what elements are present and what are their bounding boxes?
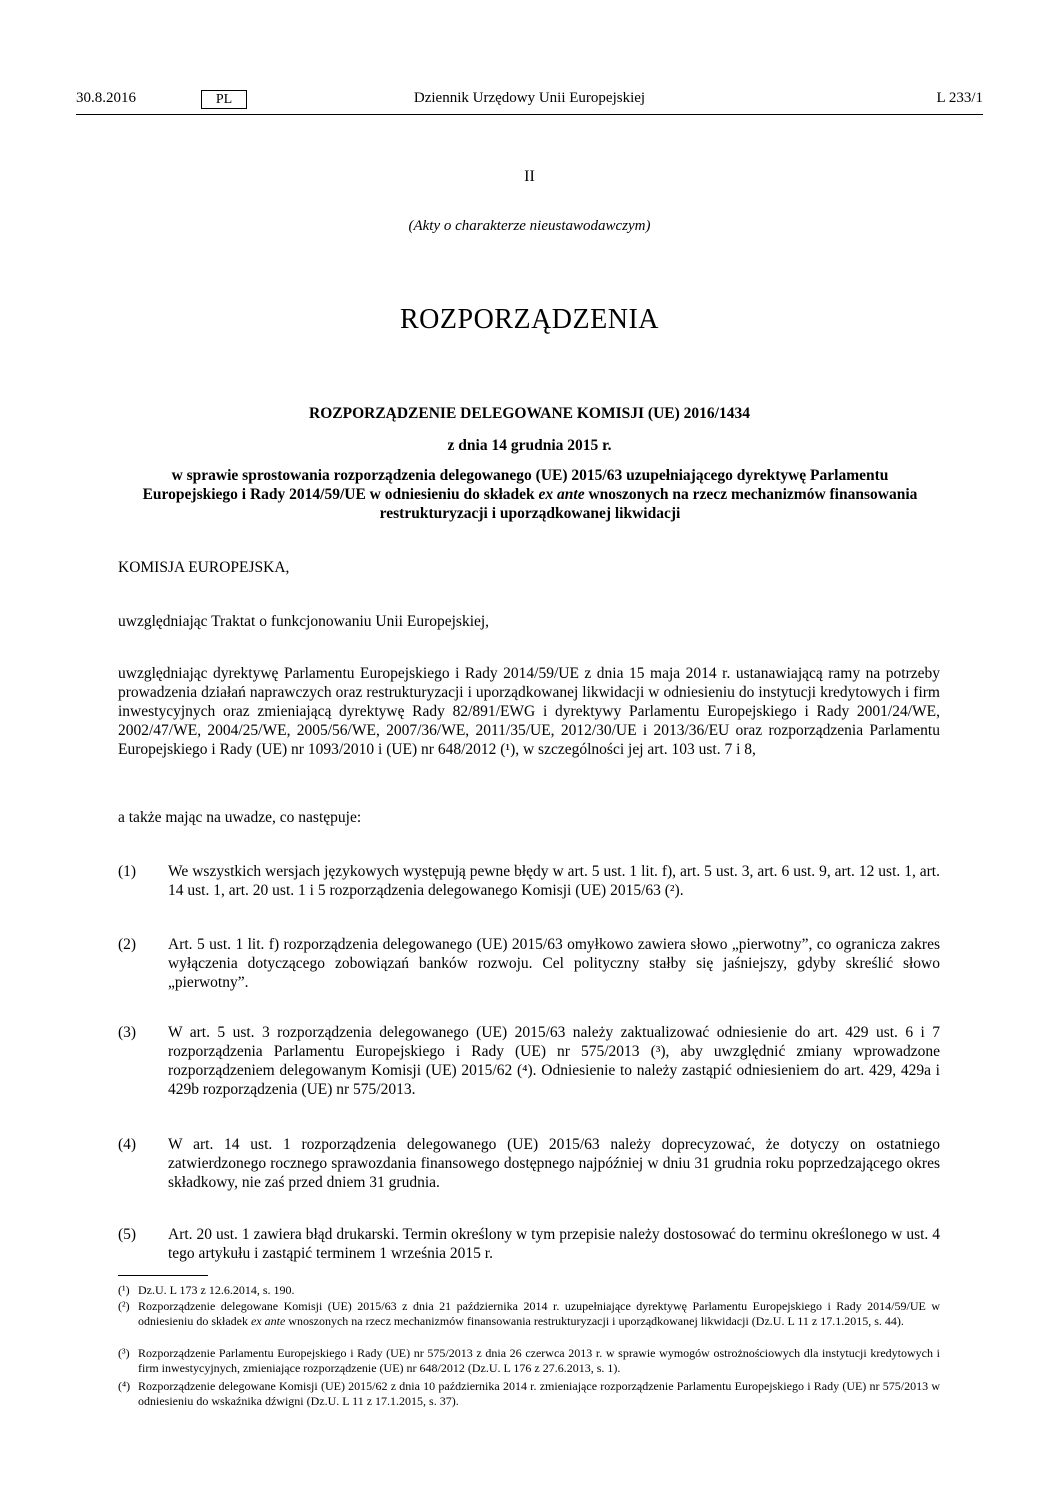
language-badge: PL <box>201 90 247 109</box>
regulation-subject <box>140 466 920 523</box>
footnote-text-a: Rozporządzenie delegowane Komisji (UE) 2015/63 z dnia 21 października 2014 r. uzupełniające dyrektywę Parlamentu Europejskiego i Rady 2014/59/UE w odniesieniu do składek <box>138 1299 940 1328</box>
regulation-subject-part2: wnoszonych na rzecz mechanizmów finansowania restrukturyzacji i uporządkowanej likwidacji <box>379 486 918 522</box>
recital-number: (1) <box>118 863 137 880</box>
commission-line: KOMISJA EUROPEJSKA, <box>118 559 290 576</box>
recital-text: Art. 5 ust. 1 lit. f) rozporządzenia delegowanego (UE) 2015/63 omyłkowo zawiera słowo „pierwotny”, co ogranicza zakres wyłączenia dotyczącego zobowiązań banków rozwoju. Cel polityczny stałby się jaśniejszy, gdyby skreślić słowo „pierwotny”. <box>168 936 940 991</box>
citation-treaty: uwzględniając Traktat o funkcjonowaniu Unii Europejskiej, <box>118 613 490 630</box>
recital-text: W art. 14 ust. 1 rozporządzenia delegowanego (UE) 2015/63 należy doprecyzować, że dotyczy on ostatniego zatwierdzonego rocznego sprawozdania finansowego dostępnego najpóźniej w dniu 31 grudnia roku poprzedzającego okres składkowy, nie zaś przed dniem 31 grudnia. <box>168 1136 940 1191</box>
header-divider <box>76 114 983 115</box>
regulation-title: ROZPORZĄDZENIE DELEGOWANE KOMISJI (UE) 2016/1434 <box>309 405 750 422</box>
footnote-number: (⁴) <box>118 1379 131 1393</box>
footnote-divider <box>118 1275 208 1276</box>
section-numeral: II <box>524 168 535 185</box>
footnote-number: (²) <box>118 1299 130 1313</box>
regulation-date: z dnia 14 grudnia 2015 r. <box>447 437 612 454</box>
recital-number: (5) <box>118 1226 137 1243</box>
footnote-text-b: wnoszonych na rzecz mechanizmów finansowania restrukturyzacji i uporządkowanej likwidacji (Dz.U. L 11 z 17.1.2015, s. 44). <box>285 1314 904 1328</box>
footnote-text: Dz.U. L 173 z 12.6.2014, s. 190. <box>138 1283 295 1297</box>
footnote-number: (³) <box>118 1346 130 1360</box>
recital-text: We wszystkich wersjach językowych występują pewne błędy w art. 5 ust. 1 lit. f), art. 5 ust. 3, art. 6 ust. 9, art. 12 ust. 1, art. 14 ust. 1, art. 20 ust. 1 i 5 rozporządzenia delegowanego Komisji (UE) 2015/63 (²). <box>168 863 940 899</box>
journal-title: Dziennik Urzędowy Unii Europejskiej <box>413 90 646 106</box>
recital-text: W art. 5 ust. 3 rozporządzenia delegowanego (UE) 2015/63 należy zaktualizować odniesienie do art. 429 ust. 6 i 7 rozporządzenia Parlamentu Europejskiego i Rady (UE) nr 575/2013 (³), aby uwzględnić zmiany wprowadzone rozporządzeniem delegowanym Komisji (UE) 2015/62 (⁴). Odniesienie to należy zastąpić odniesieniem do art. 429, 429a i 429b rozporządzenia (UE) nr 575/2013. <box>168 1024 940 1098</box>
footnote-text: Rozporządzenie Parlamentu Europejskiego i Rady (UE) nr 575/2013 z dnia 26 czerwca 2013 r. w sprawie wymogów ostrożnościowych dla instytucji kredytowych i firm inwestycyjnych, zmieniające rozporządzenie (UE) nr 648/2012 (Dz.U. L 176 z 27.6.2013, s. 1). <box>138 1346 940 1375</box>
recital-number: (3) <box>118 1024 137 1041</box>
footnote-text-italic: ex ante <box>250 1314 286 1328</box>
footnote-text: Rozporządzenie delegowane Komisji (UE) 2015/62 z dnia 10 października 2014 r. zmieniające rozporządzenie Parlamentu Europejskiego i Rady (UE) nr 575/2013 w odniesieniu do wskaźnika dźwigni (Dz.U. L 11 z 17.1.2015, s. 37). <box>138 1379 940 1408</box>
page-header <box>76 90 983 110</box>
recital-number: (2) <box>118 936 137 953</box>
recital-text: Art. 20 ust. 1 zawiera błąd drukarski. Termin określony w tym przepisie należy dostosować do terminu określonego w ust. 4 tego artykułu i zastąpić terminem 1 września 2015 r. <box>168 1226 940 1262</box>
section-heading: ROZPORZĄDZENIA <box>400 304 659 335</box>
publication-date: 30.8.2016 <box>76 90 136 106</box>
footnote-number: (¹) <box>118 1283 130 1297</box>
regulation-subject-part1: w sprawie sprostowania rozporządzenia delegowanego (UE) 2015/63 uzupełniającego dyrektywę Parlamentu Europejskiego i Rady 2014/59/UE w odniesieniu do składek <box>142 467 889 503</box>
journal-reference: L 233/1 <box>936 90 983 106</box>
regulation-subject-italic: ex ante <box>538 486 585 503</box>
whereas-line: a także mając na uwadze, co następuje: <box>118 809 362 826</box>
recital-number: (4) <box>118 1136 137 1153</box>
citation-directive: uwzględniając dyrektywę Parlamentu Europejskiego i Rady 2014/59/UE z dnia 15 maja 2014 r. ustanawiającą ramy na potrzeby prowadzenia działań naprawczych oraz restrukturyzacji i uporządkowanej likwidacji w odniesieniu do instytucji kredytowych i firm inwestycyjnych oraz zmieniającą dyrektywę Rady 82/891/EWG i dyrektywy Parlamentu Europejskiego i Rady 2001/24/WE, 2002/47/WE, 2004/25/WE, 2005/56/WE, 2007/36/WE, 2011/35/UE, 2012/30/UE i 2013/36/EU oraz rozporządzenia Parlamentu Europejskiego i Rady (UE) nr 1093/2010 i (UE) nr 648/2012 (¹), w szczególności jej art. 103 ust. 7 i 8, <box>118 665 940 758</box>
footnote-text <box>138 1299 940 1329</box>
section-subtitle: (Akty o charakterze nieustawodawczym) <box>408 218 651 234</box>
